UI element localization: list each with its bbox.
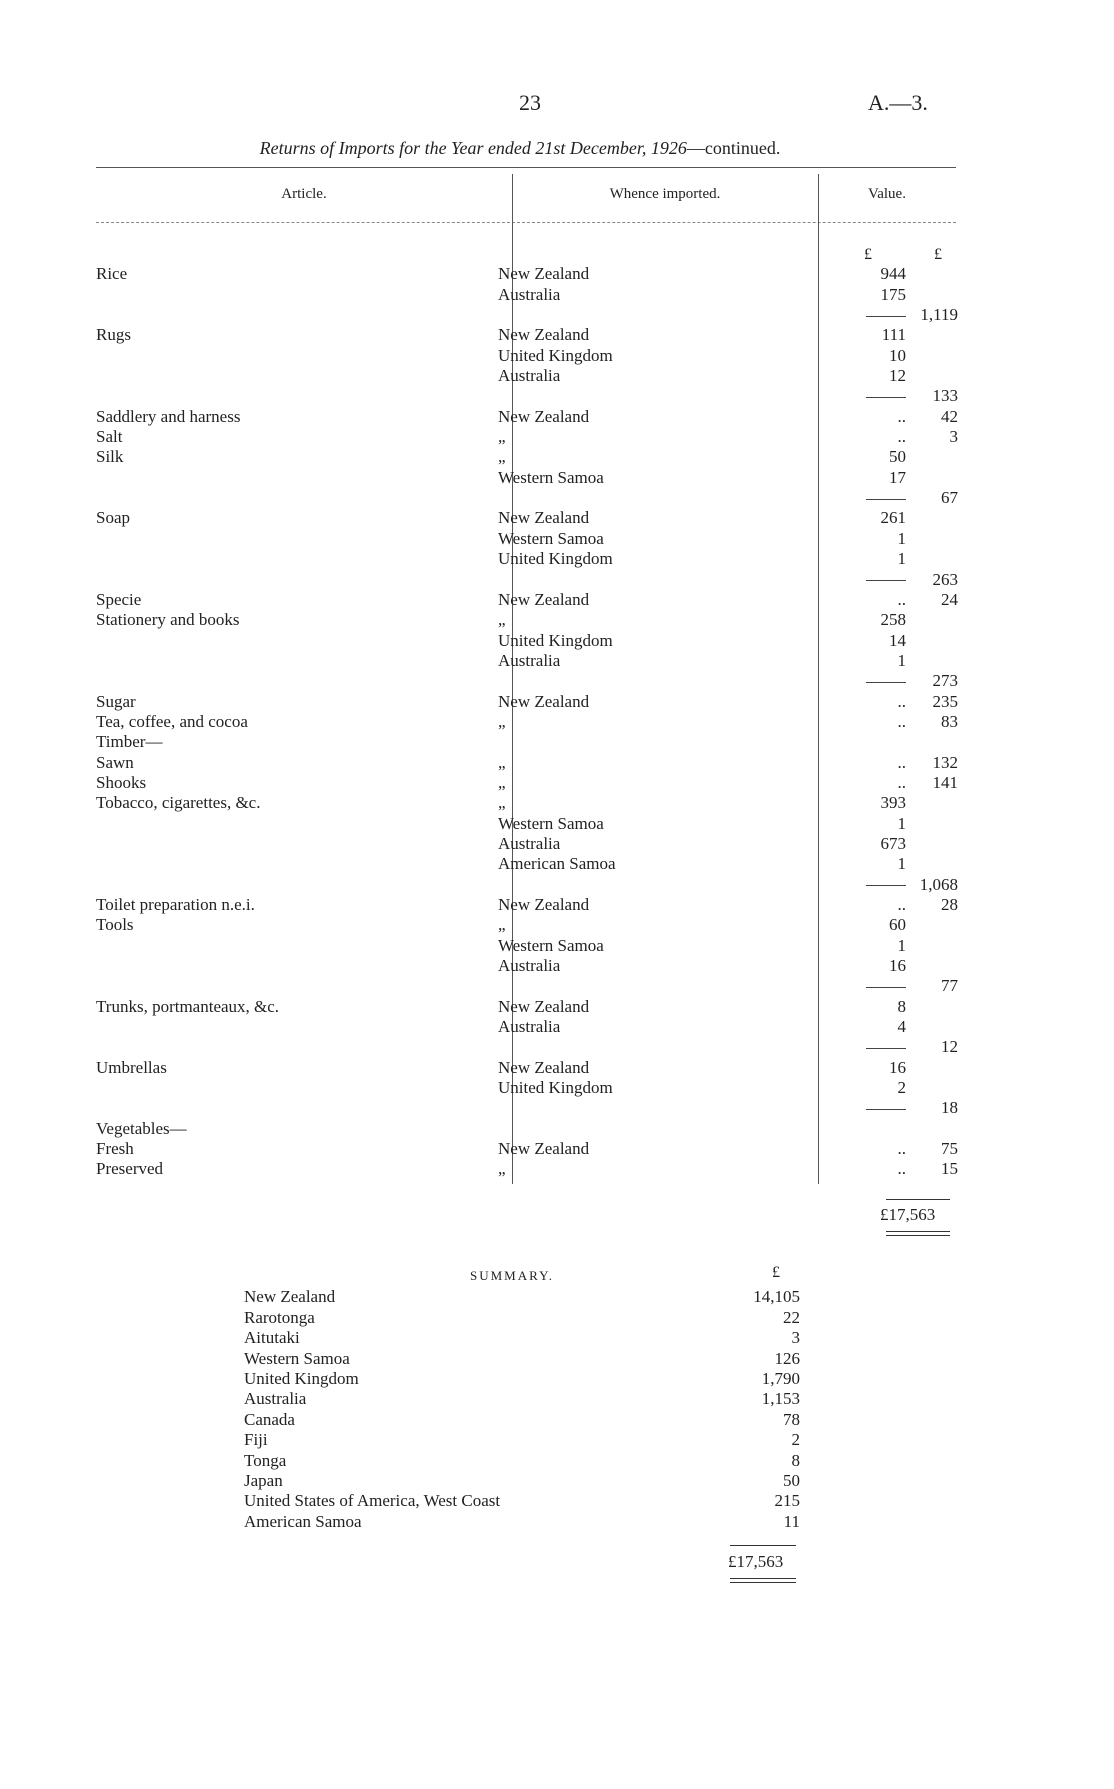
article-cell	[96, 386, 496, 406]
article-cell	[96, 528, 496, 548]
total-cell	[906, 345, 958, 365]
table-row	[96, 549, 958, 569]
total-cell: 132	[932, 752, 958, 772]
summary-value: 22	[783, 1307, 800, 1327]
article-cell: Stationery and books	[96, 610, 240, 630]
grand-total: £17,563	[880, 1205, 936, 1224]
article-cell: Sawn	[96, 752, 134, 772]
whence-cell	[496, 874, 848, 894]
table-row	[96, 427, 958, 447]
total-cell: 3	[949, 427, 958, 447]
total-cell	[906, 467, 958, 487]
summary-row	[244, 1389, 800, 1409]
total-cell	[906, 366, 958, 386]
total-cell: 75	[941, 1139, 958, 1159]
whence-cell	[496, 671, 848, 691]
value-cell: 16	[889, 1057, 906, 1077]
summary-country: Australia	[244, 1389, 307, 1409]
value-cell: 1	[897, 854, 906, 874]
table-row	[96, 1118, 958, 1138]
article-cell	[96, 366, 496, 386]
total-cell	[906, 325, 958, 345]
table-row	[96, 528, 958, 548]
article-cell	[96, 630, 496, 650]
subtotal-rule	[866, 499, 906, 500]
total-cell	[906, 284, 958, 304]
article-cell: Silk	[96, 447, 124, 467]
total-cell	[906, 651, 958, 671]
summary-total-rule-top	[730, 1545, 796, 1546]
whence-cell	[496, 1118, 848, 1138]
whence-cell: New Zealand	[498, 1057, 590, 1077]
subtotal-rule	[866, 316, 906, 317]
total-cell	[906, 793, 958, 813]
total-cell: 24	[941, 589, 958, 609]
whence-cell: Australia	[498, 650, 561, 670]
value-cell	[848, 569, 906, 589]
table-row	[96, 264, 958, 284]
whence-cell: Australia	[498, 366, 561, 386]
article-cell: Trunks, portmanteaux, &c.	[96, 996, 280, 1016]
table-row	[96, 915, 958, 935]
whence-cell: „	[498, 915, 506, 935]
total-cell	[906, 854, 958, 874]
total-cell	[906, 813, 958, 833]
summary-value: 11	[783, 1511, 800, 1531]
total-cell	[906, 1078, 958, 1098]
article-cell	[96, 935, 496, 955]
summary-country: Canada	[244, 1409, 295, 1429]
whence-cell: New Zealand	[498, 1139, 590, 1159]
value-cell: ..	[897, 895, 906, 914]
table-row	[96, 508, 958, 528]
value-cell: ..	[897, 1139, 906, 1159]
whence-cell: „	[498, 610, 506, 630]
table-row	[96, 935, 958, 955]
summary-row	[244, 1369, 800, 1389]
value-cell	[848, 732, 906, 752]
table-row	[96, 793, 958, 813]
summary-value: 78	[783, 1409, 800, 1429]
article-cell: Preserved	[96, 1159, 164, 1179]
total-cell: 273	[932, 671, 958, 691]
summary-value: 1,790	[761, 1368, 800, 1388]
whence-cell: American Samoa	[498, 854, 616, 874]
total-cell: 67	[941, 488, 958, 508]
whence-cell	[496, 305, 848, 325]
article-cell	[96, 569, 496, 589]
summary-row	[244, 1511, 800, 1531]
summary-total-rule-bottom-2	[730, 1582, 796, 1583]
imports-table-body	[96, 264, 958, 1179]
total-cell: 133	[932, 386, 958, 406]
article-cell	[96, 549, 496, 569]
total-cell	[906, 935, 958, 955]
value-cell: 17	[889, 467, 906, 487]
summary-row	[244, 1348, 800, 1368]
table-row	[96, 467, 958, 487]
article-cell: Rice	[96, 264, 128, 284]
whence-cell	[496, 488, 848, 508]
whence-cell: Western Samoa	[498, 467, 604, 487]
total-cell	[906, 956, 958, 976]
summary-value: 14,105	[753, 1287, 800, 1307]
value-cell: 10	[889, 345, 906, 365]
summary-value: 3	[791, 1328, 800, 1348]
value-cell: ..	[897, 711, 906, 731]
article-cell: Specie	[96, 589, 142, 609]
header-bottom-rule	[96, 222, 956, 223]
summary-value: 215	[774, 1491, 800, 1511]
total-cell: 1,068	[919, 874, 958, 894]
table-row	[96, 406, 958, 426]
imports-table	[96, 264, 958, 1179]
summary-value: 50	[783, 1470, 800, 1490]
total-cell	[906, 1057, 958, 1077]
table-row	[96, 813, 958, 833]
whence-cell: „	[498, 711, 506, 731]
summary-country: Fiji	[244, 1430, 268, 1450]
total-cell	[906, 447, 958, 467]
value-cell: 944	[880, 264, 906, 284]
article-cell	[96, 651, 496, 671]
total-cell	[906, 1118, 958, 1138]
table-row	[96, 854, 958, 874]
table-row	[96, 895, 958, 915]
table-row	[96, 610, 958, 630]
summary-country: American Samoa	[244, 1511, 362, 1531]
grand-total-rule-bottom-2	[886, 1235, 950, 1236]
value-cell: 1	[897, 549, 906, 569]
whence-cell: United Kingdom	[498, 1078, 613, 1098]
total-cell: 12	[941, 1037, 958, 1057]
value-cell	[848, 386, 906, 406]
article-cell	[96, 874, 496, 894]
value-cell: 258	[880, 610, 906, 630]
table-row	[96, 1057, 958, 1077]
value-cell: 16	[889, 956, 906, 976]
value-cell: 261	[880, 508, 906, 528]
value-cell: 1	[897, 650, 906, 670]
table-row	[96, 1098, 958, 1118]
subtotal-rule	[866, 580, 906, 581]
value-cell: ..	[897, 589, 906, 609]
total-cell: 141	[932, 772, 958, 792]
article-cell: Rugs	[96, 325, 131, 345]
summary-row	[244, 1491, 800, 1511]
value-cell: ..	[897, 427, 906, 447]
table-row	[96, 691, 958, 711]
whence-cell: „	[498, 772, 506, 792]
table-row	[96, 651, 958, 671]
whence-cell: United Kingdom	[498, 630, 613, 650]
summary-value: 126	[774, 1348, 800, 1368]
article-cell: Fresh	[96, 1139, 134, 1159]
total-cell: 263	[932, 569, 958, 589]
article-cell: Saddlery and harness	[96, 406, 241, 426]
article-cell: Umbrellas	[96, 1057, 167, 1077]
article-cell: Toilet preparation n.e.i.	[96, 895, 255, 914]
whence-cell: Australia	[498, 1017, 561, 1037]
value-cell	[848, 671, 906, 691]
whence-cell: United Kingdom	[498, 549, 613, 569]
whence-cell: New Zealand	[498, 508, 590, 528]
total-cell	[906, 834, 958, 854]
subtotal-rule	[866, 1109, 906, 1110]
column-header-article: Article.	[281, 186, 327, 202]
whence-cell: New Zealand	[498, 895, 590, 914]
summary-value: 8	[791, 1450, 800, 1470]
total-cell	[906, 630, 958, 650]
grand-total-rule-bottom	[886, 1231, 950, 1232]
whence-cell	[496, 1098, 848, 1118]
table-row	[96, 488, 958, 508]
value-cell: 8	[897, 996, 906, 1016]
summary-row	[244, 1471, 800, 1491]
summary-row	[244, 1450, 800, 1470]
value-cell: 673	[880, 833, 906, 853]
whence-cell	[496, 1037, 848, 1057]
whence-cell: „	[498, 752, 506, 772]
summary-country: Tonga	[244, 1450, 287, 1470]
total-cell: 15	[941, 1159, 958, 1179]
article-cell: Tobacco, cigarettes, &c.	[96, 793, 261, 813]
article-cell	[96, 345, 496, 365]
document-reference: A.—3.	[868, 90, 928, 115]
summary-country: New Zealand	[244, 1287, 336, 1307]
summary-row	[244, 1430, 800, 1450]
summary-country: United States of America, West Coast	[244, 1491, 501, 1511]
article-cell	[96, 976, 496, 996]
article-cell: Salt	[96, 427, 123, 447]
whence-cell: Western Samoa	[498, 528, 604, 548]
subtotal-rule	[866, 987, 906, 988]
summary-title: SUMMARY.	[470, 1268, 555, 1283]
table-row	[96, 345, 958, 365]
whence-cell: New Zealand	[498, 691, 590, 711]
value-cell	[848, 976, 906, 996]
whence-cell: Western Samoa	[498, 935, 604, 955]
table-row	[96, 773, 958, 793]
total-cell	[906, 610, 958, 630]
table-row	[96, 874, 958, 894]
subtotal-rule	[866, 397, 906, 398]
table-row	[96, 1037, 958, 1057]
summary-total: £17,563	[728, 1552, 784, 1571]
table-row	[96, 671, 958, 691]
summary-currency: £	[772, 1264, 780, 1281]
summary-value: 2	[791, 1430, 800, 1450]
whence-cell: New Zealand	[498, 996, 590, 1016]
article-cell	[96, 284, 496, 304]
article-cell: Tools	[96, 915, 134, 935]
table-row	[96, 956, 958, 976]
header-top-rule	[96, 167, 956, 168]
page-subtitle	[0, 138, 1040, 159]
summary-value: 1,153	[761, 1389, 800, 1409]
table-row	[96, 996, 958, 1016]
value-cell: 1	[897, 528, 906, 548]
table-row	[96, 447, 958, 467]
subtitle-italic: Returns of Imports for the Year ended 21st December, 1926	[259, 138, 687, 158]
article-cell	[96, 956, 496, 976]
table-row	[96, 1017, 958, 1037]
article-cell	[96, 1098, 496, 1118]
currency-symbol-col2: £	[934, 246, 942, 263]
subtitle-continued: —continued.	[686, 138, 781, 158]
total-cell: 235	[932, 691, 958, 711]
summary-country: Rarotonga	[244, 1307, 315, 1327]
value-cell: ..	[897, 691, 906, 711]
article-cell	[96, 467, 496, 487]
subtotal-rule	[866, 1048, 906, 1049]
table-row	[96, 325, 958, 345]
value-cell: 111	[881, 325, 906, 345]
value-cell	[848, 874, 906, 894]
table-row	[96, 630, 958, 650]
summary-row	[244, 1307, 800, 1327]
value-cell: ..	[897, 1159, 906, 1179]
article-cell	[96, 488, 496, 508]
article-cell	[96, 1017, 496, 1037]
whence-cell	[496, 569, 848, 589]
value-cell: ..	[897, 772, 906, 792]
summary-row	[244, 1287, 800, 1307]
summary-table	[244, 1287, 800, 1532]
table-row	[96, 305, 958, 325]
whence-cell: „	[498, 1159, 506, 1179]
value-cell	[848, 1098, 906, 1118]
article-cell	[96, 813, 496, 833]
value-cell: 12	[889, 366, 906, 386]
whence-cell: Australia	[498, 956, 561, 976]
table-row	[96, 1139, 958, 1159]
table-row	[96, 976, 958, 996]
value-cell	[848, 488, 906, 508]
article-cell: Shooks	[96, 772, 147, 792]
total-cell: 77	[941, 976, 958, 996]
value-cell: 393	[880, 793, 906, 813]
article-cell: Timber—	[96, 732, 163, 752]
total-cell: 83	[941, 711, 958, 731]
value-cell: ..	[897, 752, 906, 772]
whence-cell	[496, 732, 848, 752]
table-row	[96, 732, 958, 752]
total-cell	[906, 264, 958, 284]
table-row	[96, 1078, 958, 1098]
value-cell: 4	[897, 1017, 906, 1037]
table-row	[96, 590, 958, 610]
whence-cell	[496, 386, 848, 406]
whence-cell: New Zealand	[498, 589, 590, 609]
summary-table-body	[244, 1287, 800, 1532]
value-cell	[848, 1118, 906, 1138]
table-row	[96, 712, 958, 732]
value-cell: 14	[889, 630, 906, 650]
article-cell	[96, 834, 496, 854]
total-cell: 28	[941, 895, 958, 914]
total-cell	[906, 996, 958, 1016]
summary-row	[244, 1409, 800, 1429]
table-row	[96, 386, 958, 406]
whence-cell: New Zealand	[498, 325, 590, 345]
table-row	[96, 366, 958, 386]
total-cell	[906, 528, 958, 548]
article-cell: Vegetables—	[96, 1118, 187, 1138]
article-cell	[96, 1037, 496, 1057]
summary-row	[244, 1328, 800, 1348]
total-cell	[906, 915, 958, 935]
article-cell	[96, 1078, 496, 1098]
column-header-value: Value.	[868, 186, 906, 202]
value-cell: 50	[889, 447, 906, 467]
total-cell	[906, 732, 958, 752]
total-cell	[906, 549, 958, 569]
whence-cell: New Zealand	[498, 264, 590, 284]
whence-cell: Western Samoa	[498, 813, 604, 833]
whence-cell: Australia	[498, 284, 561, 304]
table-row	[96, 569, 958, 589]
summary-country: Japan	[244, 1470, 283, 1490]
whence-cell: „	[498, 793, 506, 813]
table-row	[96, 752, 958, 772]
whence-cell: Australia	[498, 833, 561, 853]
whence-cell: New Zealand	[498, 406, 590, 426]
total-cell: 42	[941, 406, 958, 426]
currency-symbol-col1: £	[864, 246, 872, 263]
column-header-whence: Whence imported.	[609, 186, 721, 202]
whence-cell: „	[498, 447, 506, 467]
whence-cell	[496, 976, 848, 996]
subtotal-rule	[866, 682, 906, 683]
total-cell	[906, 508, 958, 528]
article-cell: Soap	[96, 508, 130, 528]
total-cell: 18	[941, 1098, 958, 1118]
value-cell	[848, 305, 906, 325]
value-cell: 175	[880, 284, 906, 304]
whence-cell: „	[498, 427, 506, 447]
table-row	[96, 834, 958, 854]
article-cell	[96, 305, 496, 325]
table-row	[96, 284, 958, 304]
subtotal-rule	[866, 885, 906, 886]
article-cell	[96, 671, 496, 691]
table-row	[96, 1159, 958, 1179]
value-cell: 1	[897, 813, 906, 833]
value-cell	[848, 1037, 906, 1057]
page-number: 23	[519, 90, 541, 115]
value-cell: 2	[897, 1078, 906, 1098]
article-cell	[96, 854, 496, 874]
value-cell: 60	[889, 915, 906, 935]
summary-country: United Kingdom	[244, 1368, 359, 1388]
whence-cell: United Kingdom	[498, 345, 613, 365]
summary-country: Western Samoa	[244, 1348, 350, 1368]
total-cell: 1,119	[920, 305, 958, 325]
total-cell	[906, 1017, 958, 1037]
grand-total-rule-top	[886, 1199, 950, 1200]
article-cell: Tea, coffee, and cocoa	[96, 711, 248, 731]
summary-total-rule-bottom	[730, 1578, 796, 1579]
article-cell: Sugar	[96, 691, 136, 711]
value-cell: 1	[897, 935, 906, 955]
summary-country: Aitutaki	[244, 1328, 300, 1348]
value-cell: ..	[897, 406, 906, 426]
